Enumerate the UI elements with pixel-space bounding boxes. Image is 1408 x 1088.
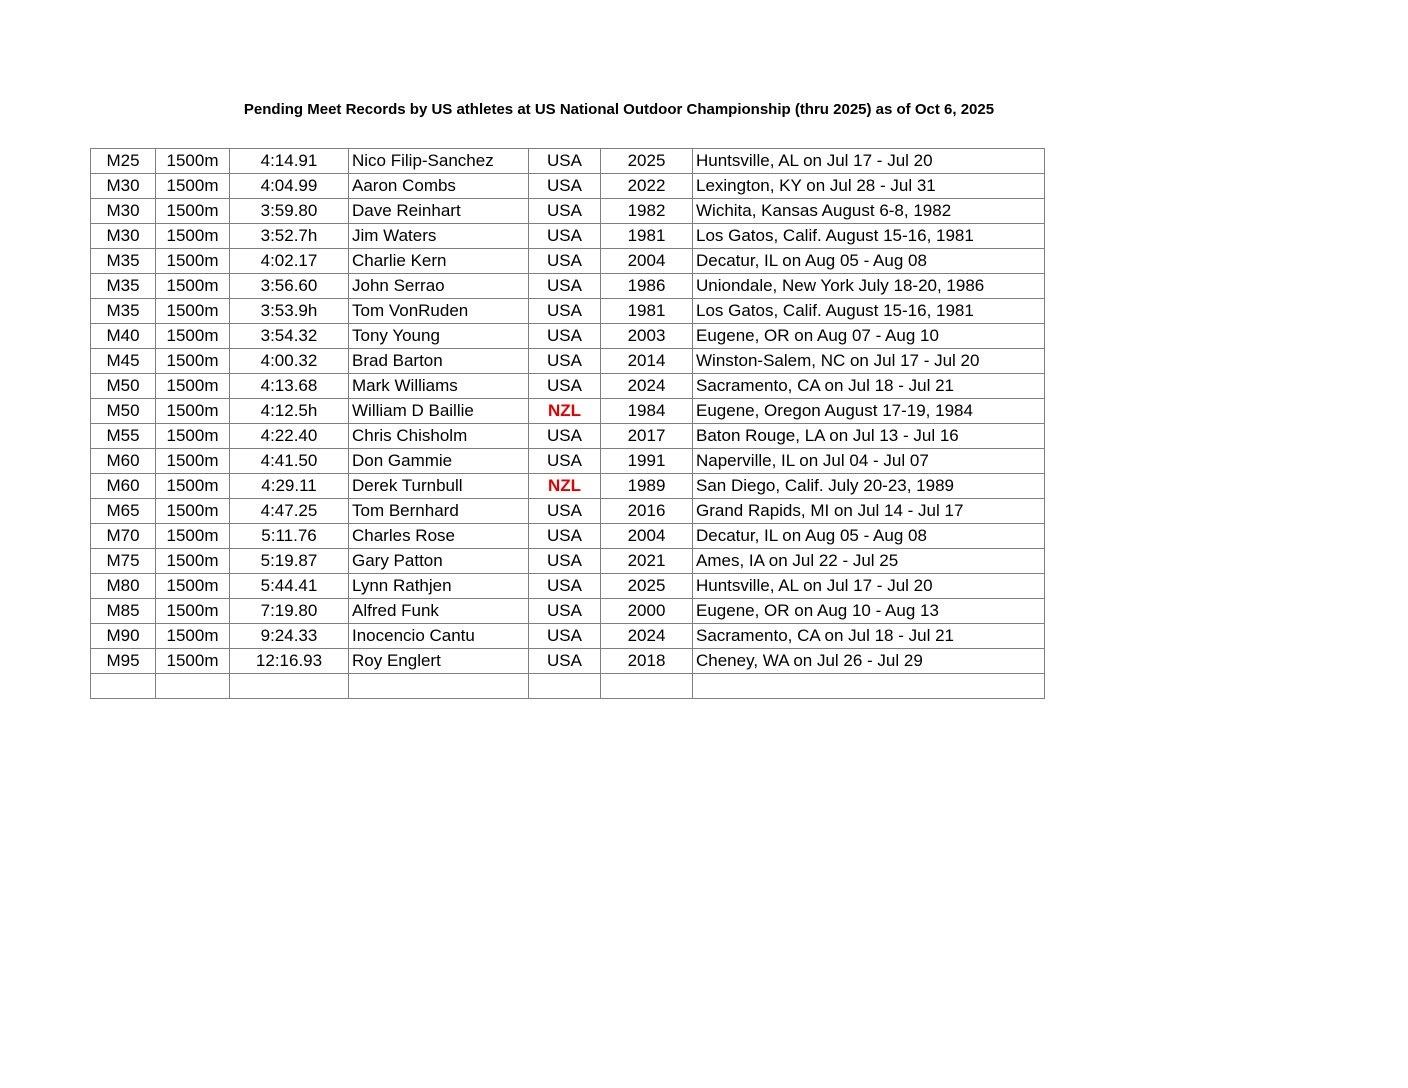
- event-cell: 1500m: [156, 374, 230, 399]
- event-cell: 1500m: [156, 449, 230, 474]
- age-group-cell: M90: [91, 624, 156, 649]
- age-group-cell: M60: [91, 474, 156, 499]
- year-cell: 2016: [601, 499, 693, 524]
- year-cell: 1982: [601, 199, 693, 224]
- event-cell: [156, 674, 230, 699]
- athlete-cell: Gary Patton: [349, 549, 529, 574]
- mark-cell: 9:24.33: [230, 624, 349, 649]
- event-cell: 1500m: [156, 299, 230, 324]
- table-row: [91, 424, 1045, 449]
- table-row: [91, 174, 1045, 199]
- records-table: [90, 148, 1045, 699]
- meet-cell: Los Gatos, Calif. August 15-16, 1981: [693, 224, 1045, 249]
- country-cell: USA: [529, 599, 601, 624]
- year-cell: 2025: [601, 149, 693, 174]
- event-cell: 1500m: [156, 424, 230, 449]
- age-group-cell: M50: [91, 399, 156, 424]
- country-cell: USA: [529, 349, 601, 374]
- table-row: [91, 199, 1045, 224]
- age-group-cell: M35: [91, 274, 156, 299]
- age-group-cell: M65: [91, 499, 156, 524]
- page-title: Pending Meet Records by US athletes at US National Outdoor Championship (thru 2025) as of Oct 6, 2025: [243, 101, 995, 118]
- meet-cell: Los Gatos, Calif. August 15-16, 1981: [693, 299, 1045, 324]
- country-cell: USA: [529, 249, 601, 274]
- country-cell: USA: [529, 574, 601, 599]
- age-group-cell: M70: [91, 524, 156, 549]
- mark-cell: 12:16.93: [230, 649, 349, 674]
- age-group-cell: M85: [91, 599, 156, 624]
- year-cell: 2025: [601, 574, 693, 599]
- mark-cell: 5:11.76: [230, 524, 349, 549]
- meet-cell: Baton Rouge, LA on Jul 13 - Jul 16: [693, 424, 1045, 449]
- event-cell: 1500m: [156, 174, 230, 199]
- event-cell: 1500m: [156, 399, 230, 424]
- athlete-cell: Nico Filip-Sanchez: [349, 149, 529, 174]
- event-cell: 1500m: [156, 649, 230, 674]
- age-group-cell: M95: [91, 649, 156, 674]
- country-cell: USA: [529, 224, 601, 249]
- athlete-cell: Don Gammie: [349, 449, 529, 474]
- year-cell: 2024: [601, 624, 693, 649]
- mark-cell: 3:53.9h: [230, 299, 349, 324]
- table-row: [91, 274, 1045, 299]
- event-cell: 1500m: [156, 199, 230, 224]
- event-cell: 1500m: [156, 349, 230, 374]
- meet-cell: Huntsville, AL on Jul 17 - Jul 20: [693, 149, 1045, 174]
- age-group-cell: M35: [91, 249, 156, 274]
- table-row: [91, 374, 1045, 399]
- athlete-cell: Charlie Kern: [349, 249, 529, 274]
- athlete-cell: Tom Bernhard: [349, 499, 529, 524]
- event-cell: 1500m: [156, 324, 230, 349]
- year-cell: 2003: [601, 324, 693, 349]
- mark-cell: 4:14.91: [230, 149, 349, 174]
- country-cell: USA: [529, 324, 601, 349]
- country-cell: USA: [529, 449, 601, 474]
- event-cell: 1500m: [156, 274, 230, 299]
- meet-cell: Decatur, IL on Aug 05 - Aug 08: [693, 524, 1045, 549]
- table-row: [91, 674, 1045, 699]
- year-cell: 1984: [601, 399, 693, 424]
- year-cell: 2000: [601, 599, 693, 624]
- meet-cell: Winston-Salem, NC on Jul 17 - Jul 20: [693, 349, 1045, 374]
- age-group-cell: M55: [91, 424, 156, 449]
- event-cell: 1500m: [156, 599, 230, 624]
- country-cell: USA: [529, 374, 601, 399]
- table-row: [91, 224, 1045, 249]
- mark-cell: 4:12.5h: [230, 399, 349, 424]
- table-row: [91, 249, 1045, 274]
- athlete-cell: [349, 674, 529, 699]
- age-group-cell: M30: [91, 224, 156, 249]
- mark-cell: 4:00.32: [230, 349, 349, 374]
- athlete-cell: Chris Chisholm: [349, 424, 529, 449]
- mark-cell: 4:02.17: [230, 249, 349, 274]
- year-cell: 1981: [601, 299, 693, 324]
- year-cell: 2018: [601, 649, 693, 674]
- records-table-body: [91, 149, 1045, 699]
- meet-cell: Uniondale, New York July 18-20, 1986: [693, 274, 1045, 299]
- year-cell: 1989: [601, 474, 693, 499]
- meet-cell: Ames, IA on Jul 22 - Jul 25: [693, 549, 1045, 574]
- athlete-cell: Jim Waters: [349, 224, 529, 249]
- mark-cell: 4:04.99: [230, 174, 349, 199]
- table-row: [91, 349, 1045, 374]
- table-row: [91, 499, 1045, 524]
- meet-cell: Grand Rapids, MI on Jul 14 - Jul 17: [693, 499, 1045, 524]
- country-cell: USA: [529, 499, 601, 524]
- athlete-cell: Tony Young: [349, 324, 529, 349]
- year-cell: 2021: [601, 549, 693, 574]
- table-row: [91, 324, 1045, 349]
- year-cell: 2004: [601, 524, 693, 549]
- mark-cell: 3:56.60: [230, 274, 349, 299]
- year-cell: 1991: [601, 449, 693, 474]
- country-cell: [529, 674, 601, 699]
- mark-cell: 4:13.68: [230, 374, 349, 399]
- age-group-cell: M30: [91, 199, 156, 224]
- mark-cell: 5:44.41: [230, 574, 349, 599]
- country-cell: NZL: [529, 474, 601, 499]
- table-row: [91, 599, 1045, 624]
- year-cell: [601, 674, 693, 699]
- year-cell: 2014: [601, 349, 693, 374]
- country-cell: USA: [529, 299, 601, 324]
- age-group-cell: M25: [91, 149, 156, 174]
- event-cell: 1500m: [156, 549, 230, 574]
- meet-cell: Eugene, OR on Aug 07 - Aug 10: [693, 324, 1045, 349]
- event-cell: 1500m: [156, 249, 230, 274]
- table-row: [91, 149, 1045, 174]
- athlete-cell: Inocencio Cantu: [349, 624, 529, 649]
- year-cell: 2022: [601, 174, 693, 199]
- age-group-cell: M35: [91, 299, 156, 324]
- meet-cell: Sacramento, CA on Jul 18 - Jul 21: [693, 374, 1045, 399]
- age-group-cell: M50: [91, 374, 156, 399]
- mark-cell: [230, 674, 349, 699]
- mark-cell: 4:29.11: [230, 474, 349, 499]
- table-row: [91, 549, 1045, 574]
- meet-cell: [693, 674, 1045, 699]
- table-row: [91, 524, 1045, 549]
- mark-cell: 5:19.87: [230, 549, 349, 574]
- athlete-cell: Dave Reinhart: [349, 199, 529, 224]
- country-cell: USA: [529, 274, 601, 299]
- country-cell: USA: [529, 149, 601, 174]
- year-cell: 1986: [601, 274, 693, 299]
- athlete-cell: Brad Barton: [349, 349, 529, 374]
- table-row: [91, 574, 1045, 599]
- age-group-cell: M60: [91, 449, 156, 474]
- country-cell: USA: [529, 549, 601, 574]
- athlete-cell: John Serrao: [349, 274, 529, 299]
- country-cell: USA: [529, 424, 601, 449]
- event-cell: 1500m: [156, 524, 230, 549]
- mark-cell: 3:52.7h: [230, 224, 349, 249]
- year-cell: 1981: [601, 224, 693, 249]
- year-cell: 2017: [601, 424, 693, 449]
- meet-cell: Naperville, IL on Jul 04 - Jul 07: [693, 449, 1045, 474]
- athlete-cell: Roy Englert: [349, 649, 529, 674]
- meet-cell: Decatur, IL on Aug 05 - Aug 08: [693, 249, 1045, 274]
- country-cell: USA: [529, 174, 601, 199]
- age-group-cell: M40: [91, 324, 156, 349]
- year-cell: 2024: [601, 374, 693, 399]
- athlete-cell: Alfred Funk: [349, 599, 529, 624]
- mark-cell: 3:54.32: [230, 324, 349, 349]
- mark-cell: 7:19.80: [230, 599, 349, 624]
- mark-cell: 4:22.40: [230, 424, 349, 449]
- event-cell: 1500m: [156, 224, 230, 249]
- meet-cell: Huntsville, AL on Jul 17 - Jul 20: [693, 574, 1045, 599]
- meet-cell: Sacramento, CA on Jul 18 - Jul 21: [693, 624, 1045, 649]
- age-group-cell: M80: [91, 574, 156, 599]
- table-row: [91, 474, 1045, 499]
- meet-cell: Eugene, OR on Aug 10 - Aug 13: [693, 599, 1045, 624]
- athlete-cell: Tom VonRuden: [349, 299, 529, 324]
- event-cell: 1500m: [156, 474, 230, 499]
- meet-cell: Eugene, Oregon August 17-19, 1984: [693, 399, 1045, 424]
- mark-cell: 4:47.25: [230, 499, 349, 524]
- event-cell: 1500m: [156, 624, 230, 649]
- meet-cell: San Diego, Calif. July 20-23, 1989: [693, 474, 1045, 499]
- event-cell: 1500m: [156, 499, 230, 524]
- country-cell: USA: [529, 624, 601, 649]
- athlete-cell: Derek Turnbull: [349, 474, 529, 499]
- athlete-cell: William D Baillie: [349, 399, 529, 424]
- table-row: [91, 449, 1045, 474]
- meet-cell: Cheney, WA on Jul 26 - Jul 29: [693, 649, 1045, 674]
- athlete-cell: Mark Williams: [349, 374, 529, 399]
- event-cell: 1500m: [156, 149, 230, 174]
- mark-cell: 3:59.80: [230, 199, 349, 224]
- event-cell: 1500m: [156, 574, 230, 599]
- year-cell: 2004: [601, 249, 693, 274]
- country-cell: USA: [529, 199, 601, 224]
- table-row: [91, 624, 1045, 649]
- country-cell: USA: [529, 524, 601, 549]
- country-cell: USA: [529, 649, 601, 674]
- athlete-cell: Lynn Rathjen: [349, 574, 529, 599]
- age-group-cell: [91, 674, 156, 699]
- country-cell: NZL: [529, 399, 601, 424]
- age-group-cell: M45: [91, 349, 156, 374]
- meet-cell: Lexington, KY on Jul 28 - Jul 31: [693, 174, 1045, 199]
- athlete-cell: Aaron Combs: [349, 174, 529, 199]
- table-row: [91, 649, 1045, 674]
- table-row: [91, 399, 1045, 424]
- athlete-cell: Charles Rose: [349, 524, 529, 549]
- meet-cell: Wichita, Kansas August 6-8, 1982: [693, 199, 1045, 224]
- table-row: [91, 299, 1045, 324]
- age-group-cell: M30: [91, 174, 156, 199]
- mark-cell: 4:41.50: [230, 449, 349, 474]
- age-group-cell: M75: [91, 549, 156, 574]
